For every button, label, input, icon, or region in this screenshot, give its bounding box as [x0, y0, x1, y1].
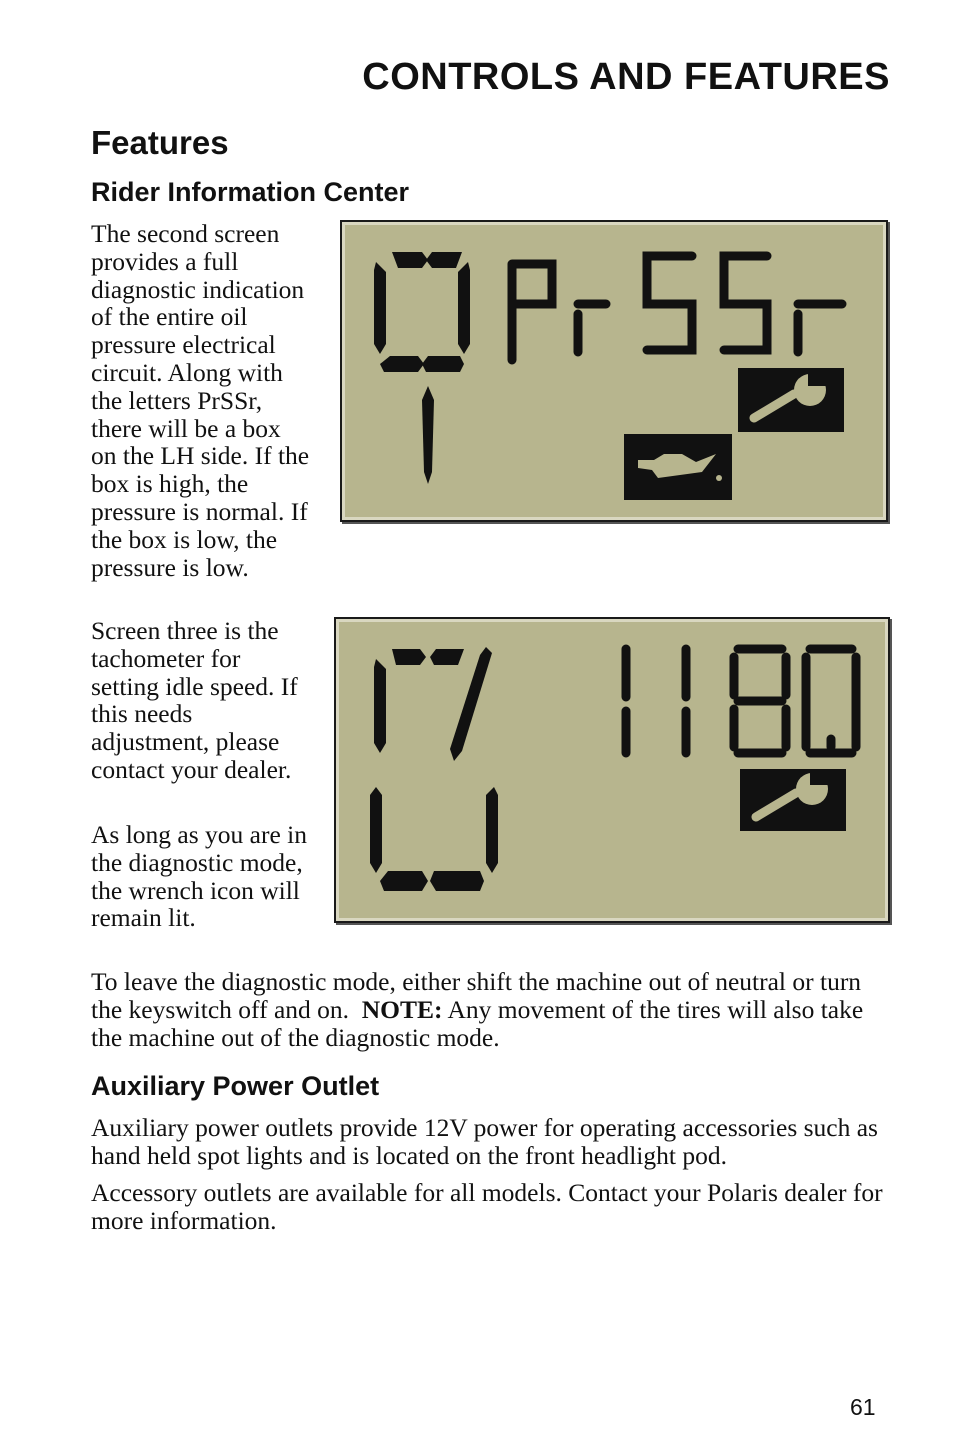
- rider-info-heading: Rider Information Center: [91, 177, 410, 207]
- segment: [370, 787, 382, 873]
- letter-p: [512, 264, 552, 360]
- section-title: Features: [91, 124, 229, 161]
- segment: [422, 386, 434, 484]
- low-box-digit: [370, 647, 498, 891]
- chapter-title: CONTROLS AND FEATURES: [362, 56, 890, 98]
- segment: [458, 262, 470, 354]
- tach-digits: [626, 649, 856, 753]
- wrench-icon: [740, 769, 846, 831]
- segment: [392, 649, 426, 665]
- segment: [486, 787, 498, 873]
- lcd-screen-prssr: [340, 220, 888, 522]
- segment: [426, 252, 462, 268]
- paragraph-second-screen: The second screen provides a full diagnostic indication of the entire oil pressure electrical circuit. Along with the letters PrSSr, there will be a box on the LH side. If the box is high, the pressure is normal. If the box is low, the pressure is low.: [91, 219, 310, 582]
- letter-s1: [647, 256, 692, 350]
- letter-r: [578, 304, 606, 352]
- segment: [374, 262, 386, 354]
- segment: [380, 871, 428, 891]
- page-number: 61: [850, 1394, 876, 1420]
- note-text: Any movement of the tires will also take the machine out of the diagnostic mode.: [91, 994, 864, 1052]
- segment: [380, 356, 424, 372]
- paragraph-accessory-outlets: Accessory outlets are available for all models. Contact your Polaris dealer for more information.: [91, 1178, 883, 1235]
- letter-r2: [798, 304, 842, 352]
- aux-power-heading: Auxiliary Power Outlet: [91, 1071, 380, 1101]
- prssr-letters: [512, 256, 842, 360]
- paragraph-leave-diagnostic: [91, 968, 891, 1051]
- segment: [430, 649, 464, 665]
- wrench-icon: [738, 368, 844, 432]
- segment: [374, 659, 386, 753]
- digit-8: [734, 649, 786, 753]
- oil-can-icon: [624, 434, 732, 500]
- lcd-tach-drawing: [336, 619, 888, 921]
- note-label: NOTE:: [361, 994, 443, 1024]
- digit-0: [806, 649, 856, 753]
- lcd-screen-tachometer: [334, 617, 890, 923]
- letter-s2: [724, 256, 767, 350]
- leave-diagnostic-text: To leave the diagnostic mode, either shift the machine out of neutral or turn the keyswitch off and on.: [91, 967, 862, 1024]
- segment: [430, 871, 484, 891]
- segment: [422, 356, 464, 372]
- lcd-prssr-drawing: [342, 222, 886, 520]
- paragraph-wrench-lit: As long as you are in the diagnostic mode, the wrench icon will remain lit.: [91, 820, 308, 933]
- paragraph-screen-three: Screen three is the tachometer for setting idle speed. If this needs adjustment, please contact your dealer.: [91, 616, 298, 784]
- segment: [392, 252, 428, 268]
- paragraph-aux-outlets: Auxiliary power outlets provide 12V power for operating accessories such as hand held spot lights and is located on the front headlight pod.: [91, 1113, 878, 1170]
